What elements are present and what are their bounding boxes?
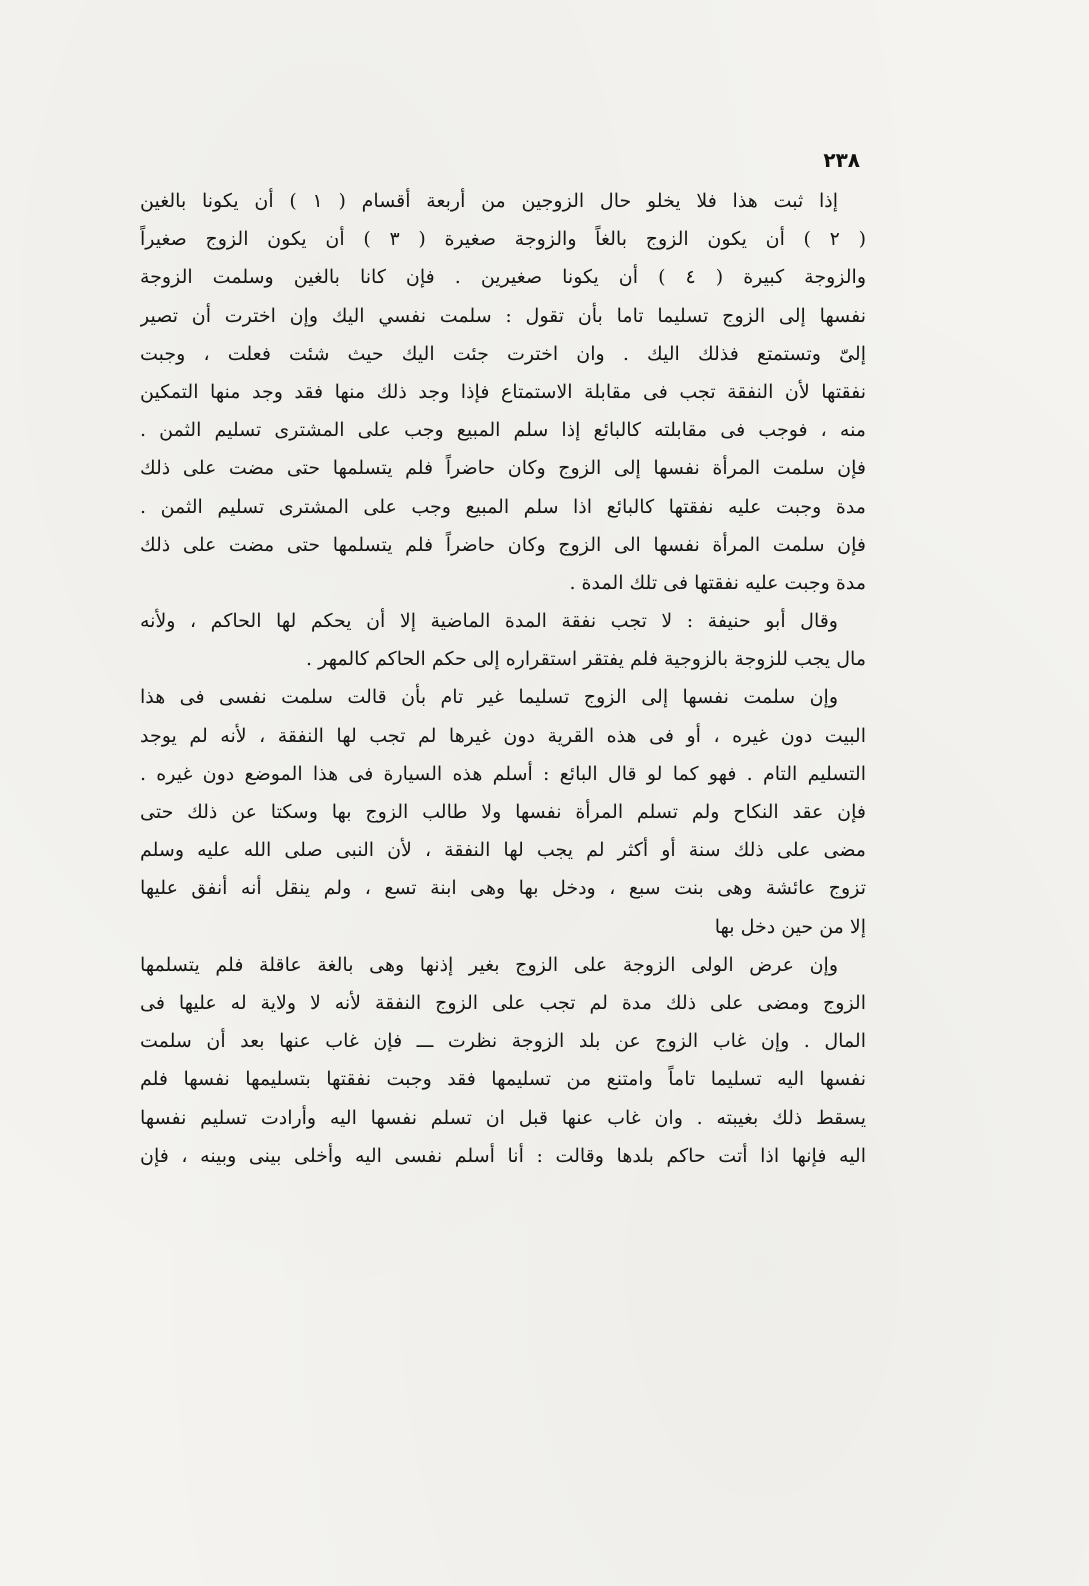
- text-line: نفسها اليه تسليما تاماً وامتنع من تسليمها فقد وجبت نفقتها بتسليمها نفسها فلم: [140, 1068, 866, 1091]
- text-line: مدة وجبت عليه نفقتها فى تلك المدة .: [569, 571, 866, 594]
- text-line: فإن سلمت المرأة نفسها الى الزوج وكان حاضراً فلم يتسلمها حتى مضت على ذلك: [140, 533, 866, 556]
- text-line: اليه فإنها اذا أتت حاكم بلدها وقالت : أنا أسلم نفسى اليه وأخلى بينى وبينه ، فإن: [140, 1144, 866, 1167]
- text-line: المال . وإن غاب الزوج عن بلد الزوجة نظرت ـــ فإن غاب عنها بعد أن سلمت: [140, 1030, 866, 1053]
- text-line: فإن سلمت المرأة نفسها إلى الزوج وكان حاضراً فلم يتسلمها حتى مضت على ذلك: [140, 457, 866, 480]
- text-line: مدة وجبت عليه نفقتها كالبائع اذا سلم المبيع وجب على المشترى تسليم الثمن .: [140, 495, 866, 518]
- text-line: نفسها إلى الزوج تسليما تاما بأن تقول : سلمت نفسي اليك وإن اخترت أن تصير: [140, 304, 866, 327]
- text-line: والزوجة كبيرة ( ٤ ) أن يكونا صغيرين . فإن كانا بالغين وسلمت الزوجة: [140, 266, 866, 289]
- text-line: إلىّ وتستمتع فذلك اليك . وان اخترت جئت اليك حيث شئت فعلت ، وجبت: [140, 342, 866, 365]
- text-line: التسليم التام . فهو كما لو قال البائع : أسلم هذه السيارة فى هذا الموضع دون غيره .: [140, 762, 866, 785]
- text-line: إذا ثبت هذا فلا يخلو حال الزوجين من أربعة أقسام ( ١ ) أن يكونا بالغين: [140, 190, 838, 212]
- text-line: فإن عقد النكاح ولم تسلم المرأة نفسها ولا طالب الزوج بها وسكتا عن ذلك حتى: [140, 801, 866, 823]
- text-line: مال يجب للزوجة بالزوجية فلم يفتقر استقراره إلى حكم الحاكم كالمهر .: [306, 648, 866, 671]
- text-line: ( ٢ ) أن يكون الزوج بالغاً والزوجة صغيرة ( ٣ ) أن يكون الزوج صغيراً: [140, 228, 866, 251]
- body-text: [140, 182, 866, 1175]
- text-line: نفقتها لأن النفقة تجب فى مقابلة الاستمتاع فإذا وجد ذلك منها فقد وجد منها التمكين: [140, 380, 866, 403]
- text-line: الزوج ومضى على ذلك مدة لم تجب على الزوج النفقة لأنه لا ولاية له عليها فى: [140, 991, 866, 1014]
- text-line: وإن عرض الولى الزوجة على الزوج بغير إذنها وهى بالغة عاقلة فلم يتسلمها: [140, 953, 838, 976]
- text-line: وقال أبو حنيفة : لا تجب نفقة المدة الماضية إلا أن يحكم لها الحاكم ، ولأنه: [140, 610, 838, 633]
- text-line: منه ، فوجب فى مقابلته كالبائع إذا سلم المبيع وجب على المشترى تسليم الثمن .: [140, 419, 866, 442]
- page-number: ٢٣٨: [823, 148, 860, 172]
- text-line: تزوج عائشة وهى بنت سبع ، ودخل بها وهى ابنة تسع ، ولم ينقل أنه أنفق عليها: [140, 877, 866, 900]
- text-line: البيت دون غيره ، أو فى هذه القرية دون غيرها لم تجب لها النفقة ، لأنه لم يوجد: [140, 724, 866, 747]
- text-line: إلا من حين دخل بها: [714, 915, 866, 938]
- text-line: مضى على ذلك سنة أو أكثر لم يجب لها النفقة ، لأن النبى صلى الله عليه وسلم: [140, 839, 866, 862]
- text-line: وإن سلمت نفسها إلى الزوج تسليما غير تام بأن قالت سلمت نفسى فى هذا: [140, 686, 838, 709]
- text-line: يسقط ذلك بغيبته . وان غاب عنها قبل ان تسلم نفسها اليه وأرادت تسليم نفسها: [140, 1106, 866, 1129]
